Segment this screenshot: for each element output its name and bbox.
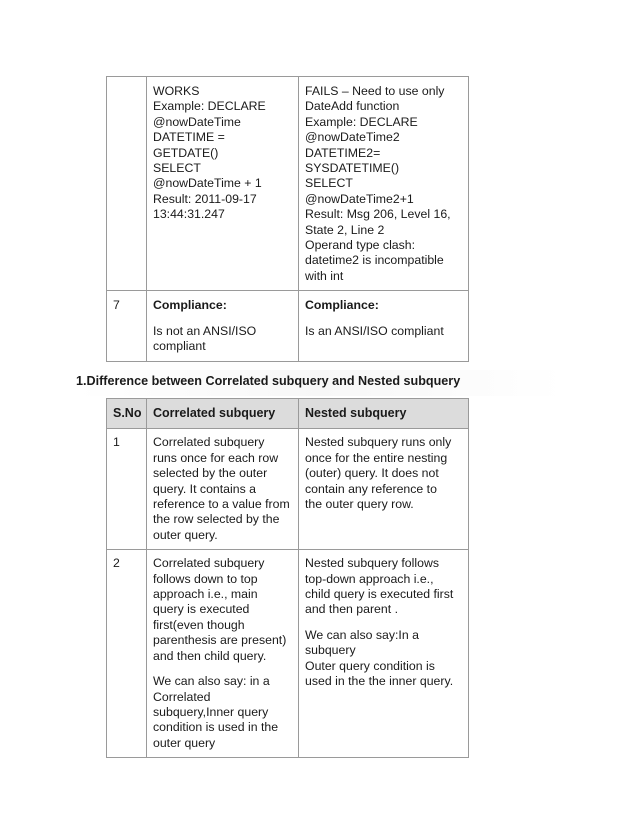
- sql2005-example-cell: WORKS Example: DECLARE @nowDateTime DATETIME = GETDATE() SELECT @nowDateTime + 1 Result: 2011-09-17 13:44:31.247: [147, 77, 299, 291]
- compliance-text: Is an ANSI/ISO compliant: [305, 323, 444, 338]
- column-header-sno: S.No: [107, 399, 147, 429]
- nested-paragraph: We can also say:In a subquery Outer query condition is used in the the inner query.: [305, 627, 454, 689]
- correlated-paragraph: We can also say: in a Correlated subquery,Inner query condition is used in the outer query: [153, 674, 279, 750]
- table-row: [107, 429, 469, 550]
- correlated-cell: [147, 550, 299, 758]
- nested-cell: Nested subquery runs only once for the entire nesting (outer) query. It does not contain any reference to the outer query row.: [299, 429, 469, 550]
- sql2008-example-cell: FAILS – Need to use only DateAdd function Example: DECLARE @nowDateTime2 DATETIME2= SYSDATETIME() SELECT @nowDateTime2+1 Result: Msg 206, Level 16, State 2, Line 2 Operand type clash: datetime2 is incompatible with int: [299, 77, 469, 291]
- nested-paragraph: Nested subquery follows top-down approach i.e., child query is executed first and then parent .: [305, 556, 454, 617]
- nested-cell: [299, 550, 469, 758]
- subquery-comparison-table: [106, 398, 469, 758]
- table-header-row: [107, 399, 469, 429]
- column-header-nested: Nested subquery: [299, 399, 469, 429]
- correlated-cell: Correlated subquery runs once for each row selected by the outer query. It contains a reference to a value from the row selected by the outer query.: [147, 429, 299, 550]
- correlated-paragraph: Correlated subquery follows down to top approach i.e., main query is executed first(even though parenthesis are present) and then child query.: [153, 556, 287, 663]
- table-row: [107, 550, 469, 758]
- table-row: [107, 291, 469, 361]
- row-number-cell: 7: [107, 291, 147, 361]
- row-number-cell: 1: [107, 429, 147, 550]
- sql2005-compliance-cell: [147, 291, 299, 361]
- row-number-cell: 2: [107, 550, 147, 758]
- section-heading: 1.Difference between Correlated subquery and Nested subquery: [76, 370, 564, 396]
- compliance-title: Compliance:: [305, 298, 379, 313]
- compliance-title: Compliance:: [153, 298, 227, 313]
- row-number-cell: [107, 77, 147, 291]
- comparison-table-continued: [106, 76, 469, 362]
- compliance-text: Is not an ANSI/ISO compliant: [153, 323, 257, 354]
- column-header-correlated: Correlated subquery: [147, 399, 299, 429]
- table-row: [107, 77, 469, 291]
- sql2008-compliance-cell: [299, 291, 469, 361]
